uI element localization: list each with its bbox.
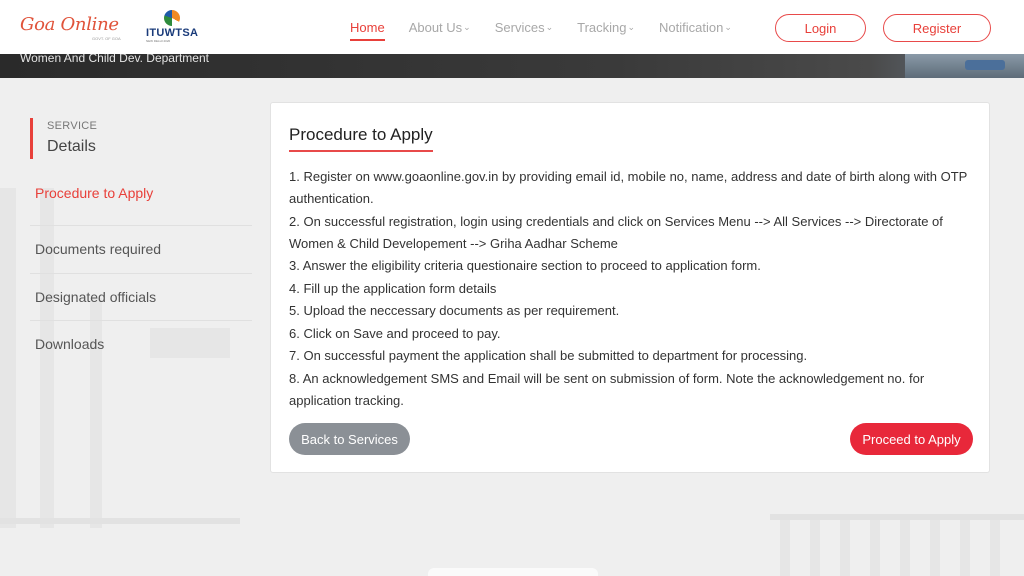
sidebar-item-designated-officials[interactable]: Designated officials <box>30 274 252 322</box>
procedure-step: 6. Click on Save and proceed to pay. <box>289 325 501 341</box>
sidebar-item-documents-required[interactable]: Documents required <box>30 226 252 274</box>
ituwtsa-logo-subtitle: NEW DELHI 2020 <box>146 39 171 43</box>
bg-line <box>0 518 240 524</box>
nav-tracking[interactable] <box>577 0 635 54</box>
banner-image <box>905 54 1024 78</box>
procedure-step: 2. On successful registration, login using credentials and click on Services Menu --> All Services --> Directorate of Women & Child Developement --> Griha Aadhar Scheme <box>289 213 943 251</box>
bg-column <box>900 518 910 576</box>
nav-notification-label: Notification <box>659 19 724 35</box>
service-sidebar <box>30 118 252 369</box>
goa-online-logo[interactable]: Goa Online <box>20 14 119 35</box>
bg-column <box>780 518 790 576</box>
chevron-down-icon: ⌄ <box>627 21 636 32</box>
nav-home-label: Home <box>350 19 385 35</box>
login-button[interactable]: Login <box>775 14 866 42</box>
proceed-to-apply-button[interactable]: Proceed to Apply <box>850 423 973 455</box>
procedure-steps <box>289 166 969 412</box>
procedure-step: 8. An acknowledgement SMS and Email will be sent on submission of form. Note the acknowledgement no. for application tracking. <box>289 370 925 408</box>
bg-column <box>840 518 850 576</box>
card-title: Procedure to Apply <box>289 125 433 152</box>
procedure-step: 3. Answer the eligibility criteria questionaire section to proceed to application form. <box>289 258 761 273</box>
sidebar-heading <box>30 118 252 160</box>
goa-online-logo-subtitle: GOVT. OF GOA <box>92 36 121 41</box>
sidebar-heading-small: SERVICE <box>47 120 98 132</box>
nav-notification[interactable] <box>659 0 732 54</box>
nav-about-us[interactable] <box>409 0 471 54</box>
bg-column <box>930 518 940 576</box>
sidebar-heading-big: Details <box>47 138 96 155</box>
nav-tracking-label: Tracking <box>577 19 627 35</box>
bottom-tab <box>428 568 598 576</box>
procedure-step: 5. Upload the neccessary documents as per requirement. <box>289 303 620 318</box>
bg-column <box>960 518 970 576</box>
chevron-down-icon: ⌄ <box>724 21 732 32</box>
procedure-card <box>270 102 990 473</box>
register-button[interactable]: Register <box>883 14 991 42</box>
nav-services[interactable] <box>495 0 553 54</box>
chevron-down-icon: ⌄ <box>545 21 554 32</box>
department-banner <box>0 54 1024 78</box>
bg-column <box>810 518 820 576</box>
bg-line <box>770 514 1024 520</box>
bg-column <box>870 518 880 576</box>
main-nav <box>350 0 756 54</box>
ituwtsa-logo-text: ITUWTSA <box>146 27 199 39</box>
site-header <box>0 0 1024 54</box>
sidebar-item-procedure-to-apply[interactable]: Procedure to Apply <box>30 184 252 226</box>
department-name: Women And Child Dev. Department <box>20 54 209 65</box>
procedure-step: 4. Fill up the application form details <box>289 280 497 296</box>
procedure-step: 7. On successful payment the application shall be submitted to department for processing. <box>289 348 808 363</box>
bg-column <box>990 518 1000 576</box>
nav-about-us-label: About Us <box>408 19 463 35</box>
banner-image-detail <box>965 60 1005 70</box>
sidebar-item-downloads[interactable]: Downloads <box>35 336 105 352</box>
bg-column <box>0 188 16 528</box>
nav-services-label: Services <box>494 19 545 35</box>
sidebar-list <box>30 184 252 369</box>
ituwtsa-logo[interactable] <box>146 10 202 44</box>
back-to-services-button[interactable]: Back to Services <box>289 423 410 455</box>
chevron-down-icon: ⌄ <box>463 21 471 32</box>
procedure-step: 1. Register on www.goaonline.gov.in by providing email id, mobile no, name, address and date of birth along with OTP authentication. <box>289 169 968 206</box>
nav-home[interactable] <box>350 0 385 54</box>
ituwtsa-emblem-icon <box>164 10 180 26</box>
